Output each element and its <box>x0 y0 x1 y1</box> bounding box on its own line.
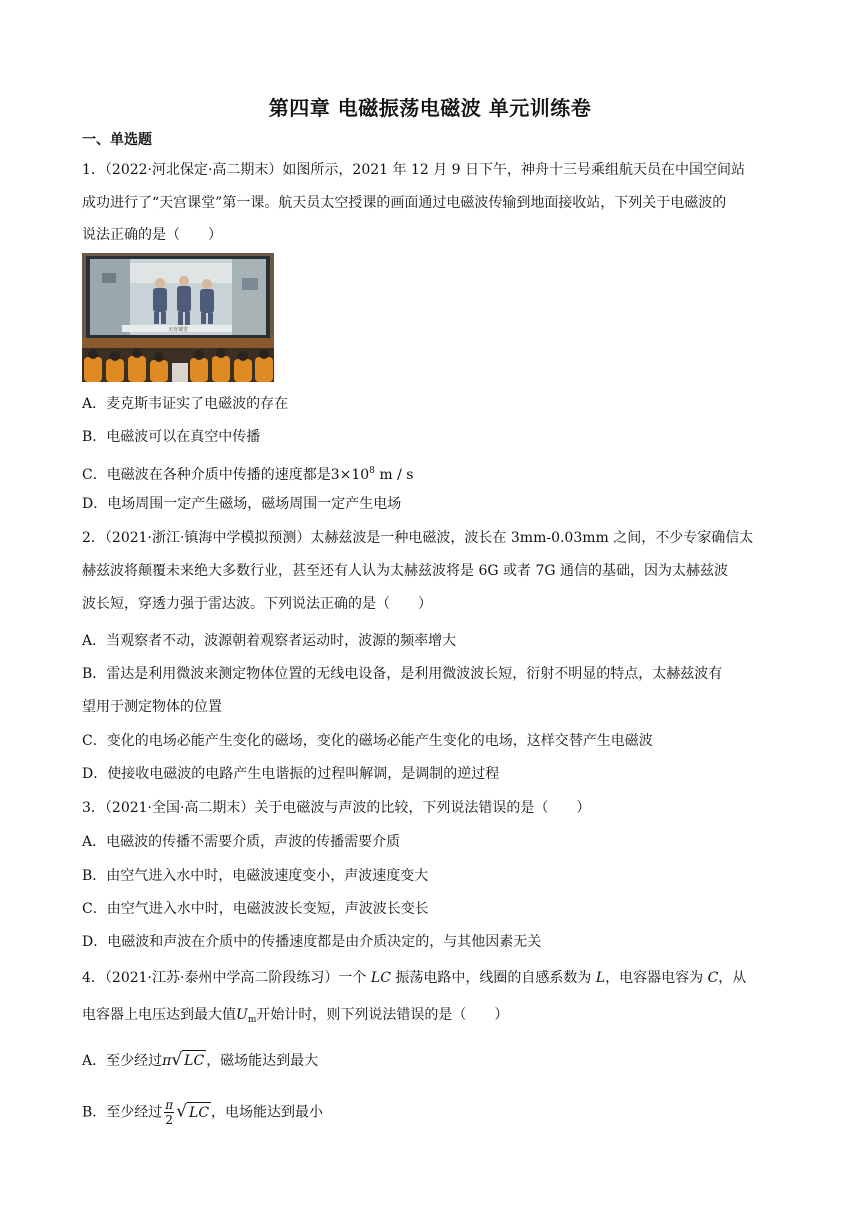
q1-option-c-value: 3×10 <box>330 467 370 483</box>
q4-option-b-numerator: π <box>165 1098 174 1112</box>
q4-lc-symbol: LC <box>370 970 391 986</box>
q1-option-c <box>82 461 413 485</box>
classroom-photo-illustration <box>82 253 274 382</box>
q4-option-b-prefix: B．至少经过 <box>82 1104 163 1121</box>
q2-option-a: A．当观察者不动，波源朝着观察者运动时，波源的频率增大 <box>82 633 457 649</box>
q3-stem-line1: 3．（2021·全国·高二期末）关于电磁波与声波的比较，下列说法错误的是（ ） <box>82 800 591 816</box>
q1-option-c-text: C．电磁波在各种介质中传播的速度都是 <box>82 467 331 483</box>
q2-option-b-line2: 望用于测定物体的位置 <box>82 699 222 715</box>
q4-option-b-suffix: ，电场能达到最小 <box>211 1104 324 1121</box>
q4-option-b-denominator: 2 <box>165 1113 174 1127</box>
q1-stem-line1: 1．（2022·河北保定·高二期末）如图所示，2021 年 12 月 9 日下午，神舟十三号乘组航天员在中国空间站 <box>82 162 746 178</box>
q1-stem-line2: 成功进行了“天宫课堂”第一课。航天员太空授课的画面通过电磁波传输到地面接收站，下列关于电磁波的 <box>82 195 727 211</box>
q4-stem-line2 <box>82 1005 508 1030</box>
q4-c-symbol: C <box>707 970 719 986</box>
q1-option-c-exponent: 8 <box>369 466 375 476</box>
q2-stem-line2: 赫兹波将颠覆未来绝大多数行业，甚至还有人认为太赫兹波将是 6G 或者 7G 通信的基础，因为太赫兹波 <box>82 563 728 579</box>
screen-caption: 天宫课堂 <box>167 327 189 333</box>
q4-option-b-fraction <box>164 1098 174 1127</box>
q4-option-a-prefix: A．至少经过 <box>82 1053 163 1069</box>
q4-option-b-radicand: LC <box>187 1102 211 1123</box>
q1-option-c-unit: m / s <box>374 467 414 483</box>
q3-option-a: A．电磁波的传播不需要介质，声波的传播需要介质 <box>82 834 401 850</box>
section-heading: 一、单选题 <box>82 132 152 148</box>
q4-stem-text-b: 振荡电路中，线圈的自感系数为 <box>390 970 596 986</box>
q2-option-b-line1: B．雷达是利用微波来测定物体位置的无线电设备，是利用微波波长短，衍射不明显的特点，太赫兹波有 <box>82 666 723 682</box>
q2-stem-line3: 波长短，穿透力强于雷达波。下列说法正确的是（ ） <box>82 596 432 612</box>
q4-l-symbol: L <box>595 970 606 986</box>
q4-option-a <box>82 1050 318 1071</box>
q4-stem-text-d: ，从 <box>718 970 747 986</box>
q2-stem-line1: 2．（2021·浙江·镇海中学模拟预测）太赫兹波是一种电磁波，波长在 3mm-0.03mm 之间，不少专家确信太 <box>82 530 754 546</box>
q4-u-symbol: U <box>236 1007 248 1023</box>
sqrt-icon: √ <box>176 1101 188 1122</box>
sqrt-icon: √ <box>171 1050 183 1070</box>
q4-stem-text-a: 4．（2021·江苏·泰州中学高二阶段练习）一个 <box>82 970 371 986</box>
q3-option-d: D．电磁波和声波在介质中的传播速度都是由介质决定的，与其他因素无关 <box>82 934 542 950</box>
q3-option-b: B．由空气进入水中时，电磁波速度变小，声波速度变大 <box>82 868 429 884</box>
q4-u-subscript: m <box>247 1015 257 1025</box>
q1-stem-line3: 说法正确的是（ ） <box>82 227 222 243</box>
q1-option-d: D．电场周围一定产生磁场，磁场周围一定产生电场 <box>82 496 402 512</box>
q3-option-c: C．由空气进入水中时，电磁波波长变短，声波波长变长 <box>82 901 429 917</box>
classroom-photo <box>82 253 274 382</box>
q4-stem-text-e: 电容器上电压达到最大值 <box>82 1007 236 1023</box>
q2-option-c: C．变化的电场必能产生变化的磁场，变化的磁场必能产生变化的电场，这样交替产生电磁波 <box>82 733 653 749</box>
q4-stem-text-c: ，电容器电容为 <box>605 970 708 986</box>
q4-stem-line1 <box>82 968 746 988</box>
q2-option-d: D．使接收电磁波的电路产生电谐振的过程叫解调，是调制的逆过程 <box>82 766 500 782</box>
q4-option-a-suffix: ，磁场能达到最大 <box>206 1053 319 1069</box>
q1-option-b: B．电磁波可以在真空中传播 <box>82 429 261 445</box>
page-title: 第四章 电磁振荡电磁波 单元训练卷 <box>268 96 592 120</box>
q4-option-b <box>82 1098 323 1127</box>
q4-stem-text-f: 开始计时，则下列说法错误的是（ ） <box>256 1007 509 1023</box>
q4-option-a-radicand: LC <box>182 1050 206 1071</box>
q4-option-a-pi: π <box>162 1053 172 1069</box>
q1-option-a: A．麦克斯韦证实了电磁波的存在 <box>82 396 289 412</box>
